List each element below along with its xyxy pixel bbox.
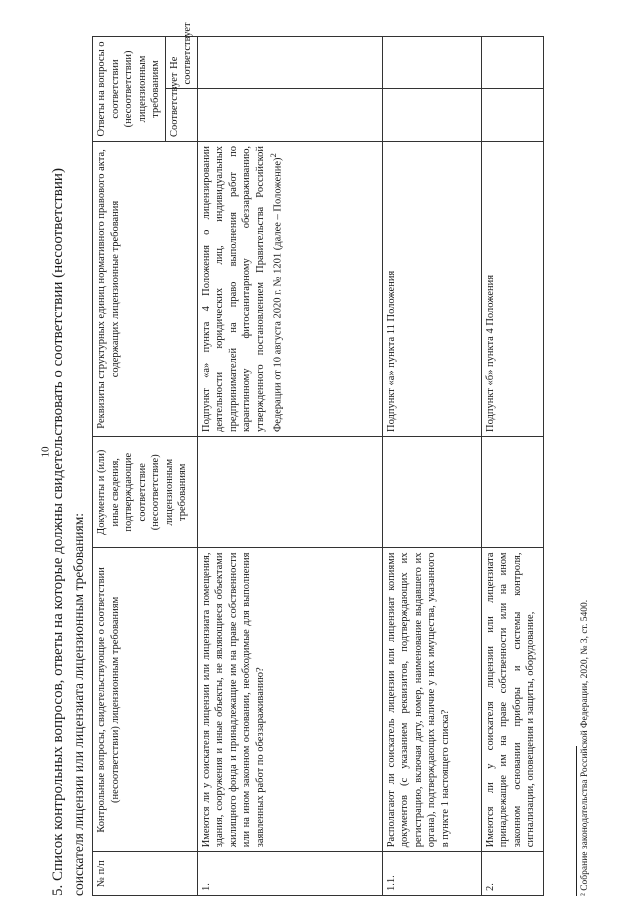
row-question: Имеются ли у соискателя лицензии или лицензиата принадлежащие им на праве собственности или на ином законном основании приборы и системы контроля, сигнализации, оповещения и защиты, оборудование,	[481, 548, 543, 852]
footnote: ² Собрание законодательства Российской Федерации, 2020, № 3, ст. 5400.	[580, 599, 590, 896]
row-documents	[481, 437, 543, 548]
table-row	[481, 37, 543, 896]
row-documents	[382, 437, 481, 548]
answer-complies-cell[interactable]	[481, 89, 543, 141]
answer-complies-cell[interactable]	[197, 89, 382, 141]
row-documents	[197, 437, 382, 548]
row-number: 1.1.	[382, 852, 481, 896]
answer-not-complies-cell[interactable]	[197, 37, 382, 90]
answer-complies-cell[interactable]	[382, 89, 481, 141]
header-requisites: Реквизиты структурных единиц нормативного правового акта, содержащих лицензионные требования	[93, 141, 198, 436]
table-row	[382, 37, 481, 896]
section-heading: 5. Список контрольных вопросов, ответы на которые должны свидетельствовать о соответствии (несоответствии)	[50, 168, 66, 896]
table-header-row	[93, 37, 166, 896]
checklist-table	[92, 22, 544, 896]
row-question: Располагают ли соискатель лицензии или лицензиат копиями документов (с указанием реквизитов, подтверждающих их регистрацию, включая дату, номер, наименование выдавшего их органа), подтверждающих наличие у них имущества, указанного в пункте 1 настоящего списка?	[382, 548, 481, 852]
row-question: Имеются ли у соискателя лицензии или лицензиата помещения, здания, сооружения и иные объекты, не являющиеся объектами жилищного фонда и принадлежащие им на праве собственности или на ином законном основании, необходимые для выполнения заявленных работ по обеззараживанию?	[197, 548, 382, 852]
header-not-complies: Не соответствует	[165, 37, 197, 90]
row-requisites: Подпункт «б» пункта 4 Положения	[481, 141, 543, 436]
header-complies: Соответствует	[165, 89, 197, 141]
table-row	[197, 37, 382, 896]
header-answers: Ответы на вопросы о соответствии (несоответствии) лицензионным требованиям	[93, 37, 166, 142]
header-question: Контрольные вопросы, свидетельствующие о соответствии (несоответствии) лицензионным требованиям	[93, 548, 198, 852]
row-number: 1.	[197, 852, 382, 896]
header-documents: Документы и (или) иные сведения, подтверждающие соответствие (несоответствие) лицензионным требованиям	[93, 437, 198, 548]
footnote-divider	[576, 746, 577, 896]
header-num: № п/п	[93, 852, 198, 896]
answer-not-complies-cell[interactable]	[481, 37, 543, 90]
row-requisites: Подпункт «а» пункта 11 Положения	[382, 141, 481, 436]
section-subheading: соискателя лицензии или лицензиата лицензионным требованиям:	[71, 512, 86, 896]
row-requisites	[197, 141, 382, 436]
footnote-mark: 2	[268, 153, 278, 158]
rotated-content	[48, 22, 596, 896]
row-requisites-text: Подпункт «а» пункта 4 Положения о лицензировании деятельности юридических лиц, индивидуальных предпринимателей на право выполнения работ по карантинному фитосанитарному обеззараживанию, утвержденного постановлением Правительства Российской Федерации от 10 августа 2020 г. № 1201 (далее – Положение)	[200, 145, 284, 433]
answer-not-complies-cell[interactable]	[382, 37, 481, 90]
row-number: 2.	[481, 852, 543, 896]
page-number: 10	[39, 446, 52, 458]
